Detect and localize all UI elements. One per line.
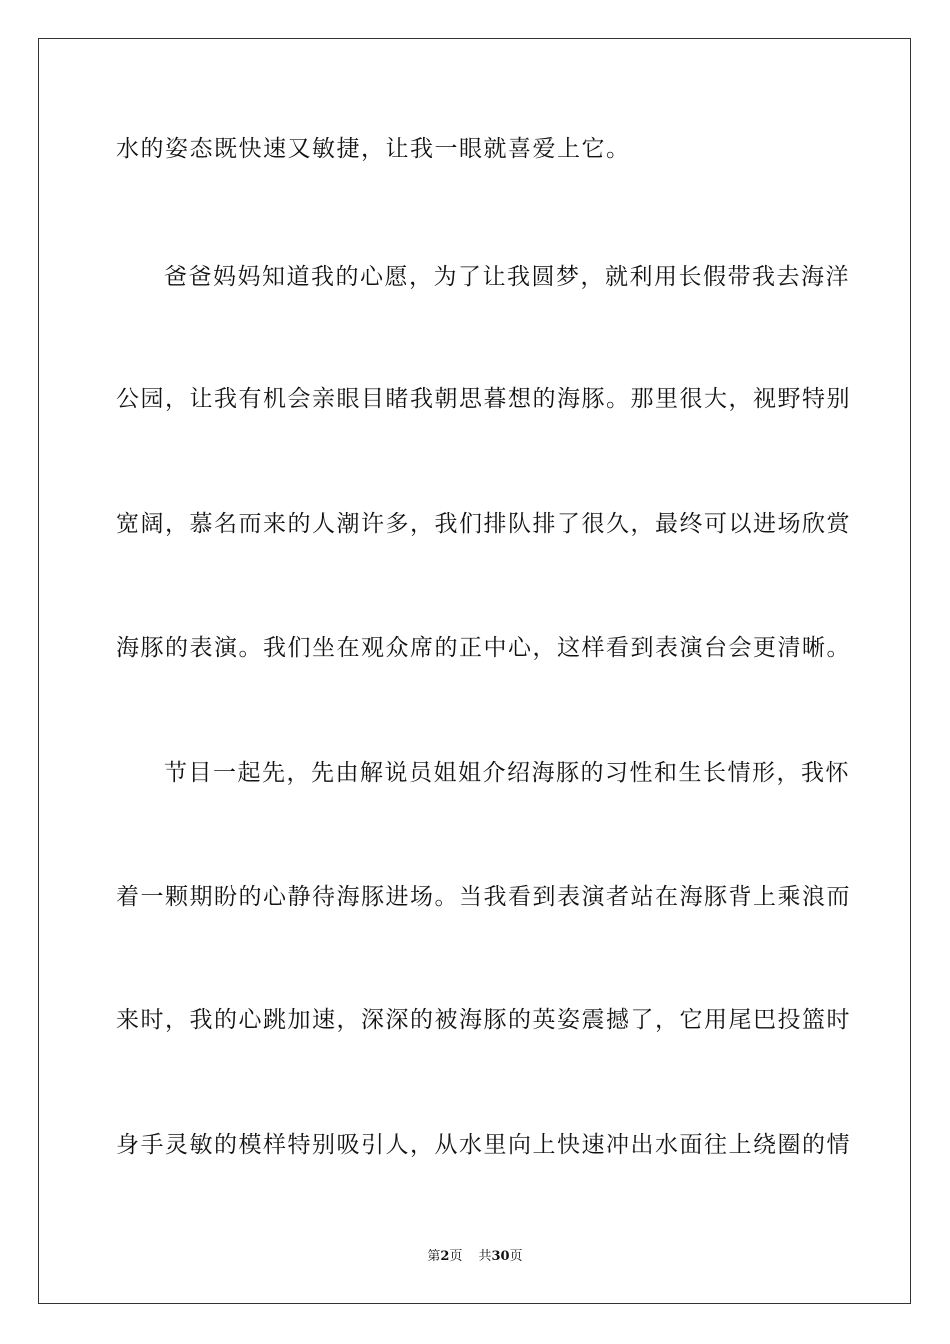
text-line-7: 着一颗期盼的心静待海豚进场。当我看到表演者站在海豚背上乘浪而 [116, 884, 851, 910]
text-line-8: 来时，我的心跳加速，深深的被海豚的英姿震撼了，它用尾巴投篮时 [116, 1007, 851, 1033]
total-prefix: 共 [478, 1249, 492, 1264]
total-suffix: 页 [509, 1249, 523, 1264]
text-line-9: 身手灵敏的模样特别吸引人，从水里向上快速冲出水面往上绕圈的情 [116, 1132, 851, 1158]
text-line-1: 水的姿态既快速又敏捷，让我一眼就喜爱上它。 [116, 136, 631, 162]
page-suffix: 页 [449, 1249, 463, 1264]
page-prefix: 第 [427, 1249, 441, 1264]
page-border [38, 38, 911, 1304]
text-line-6: 节目一起先，先由解说员姐姐介绍海豚的习性和生长情形，我怀 [164, 760, 850, 786]
text-line-5: 海豚的表演。我们坐在观众席的正中心，这样看到表演台会更清晰。 [116, 635, 851, 661]
page-footer [0, 1248, 950, 1266]
text-line-4: 宽阔，慕名而来的人潮许多，我们排队排了很久，最终可以进场欣赏 [116, 511, 851, 537]
text-line-2: 爸爸妈妈知道我的心愿，为了让我圆梦，就利用长假带我去海洋 [164, 264, 850, 290]
page-number: 2 [440, 1249, 450, 1264]
text-line-3: 公园，让我有机会亲眼目睹我朝思暮想的海豚。那里很大，视野特别 [116, 386, 851, 412]
total-pages: 30 [491, 1249, 510, 1264]
